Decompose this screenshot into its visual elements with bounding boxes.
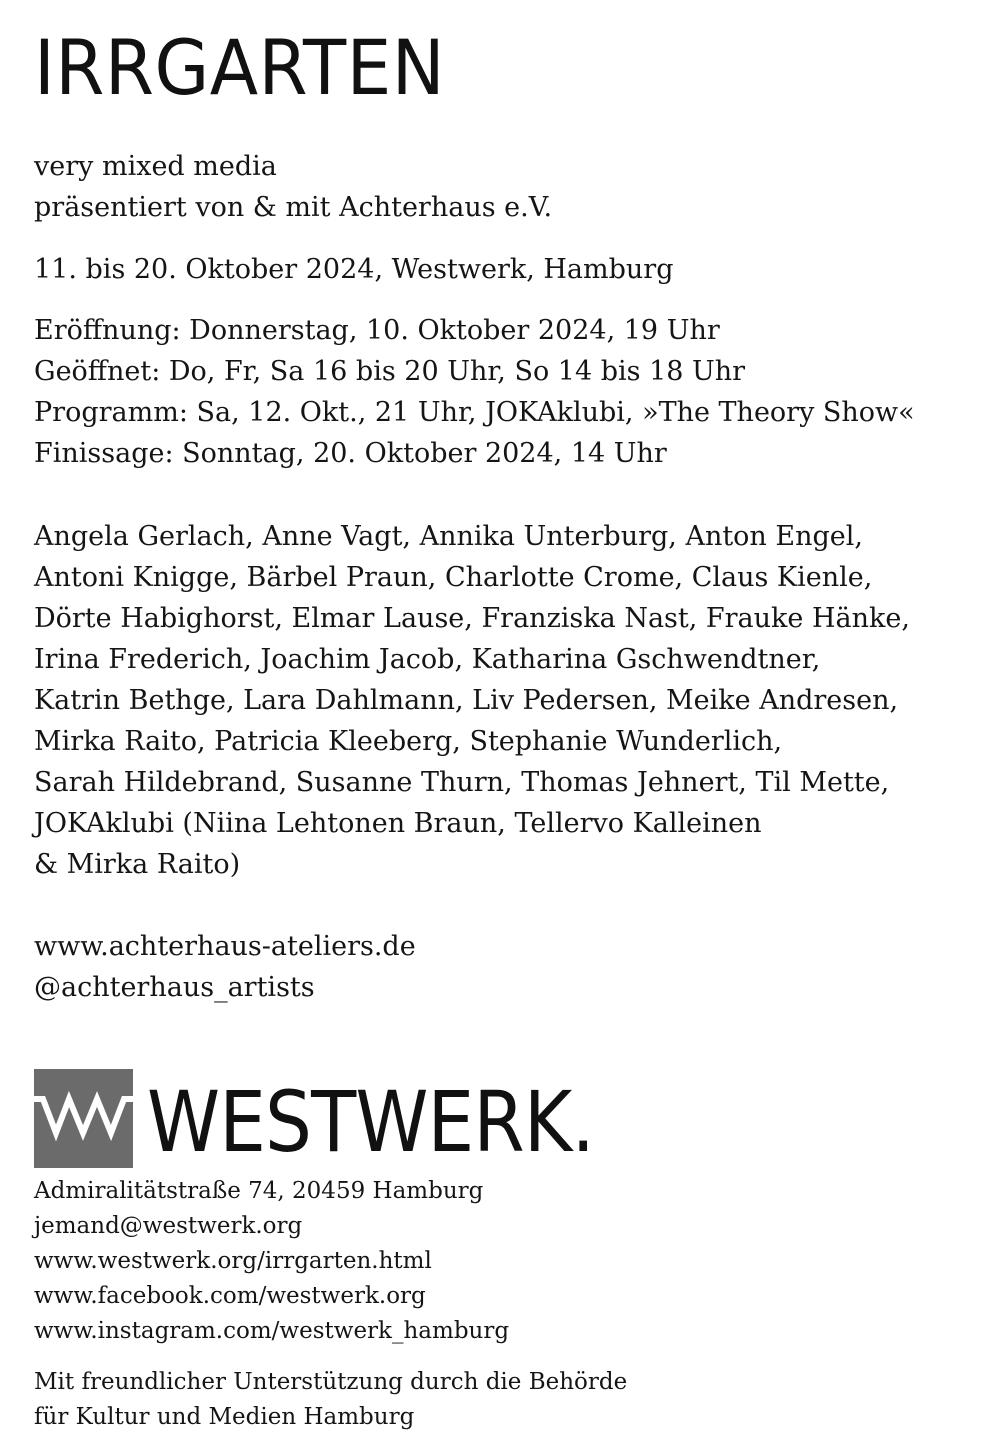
artists-line: Dörte Habighorst, Elmar Lause, Franziska Nast, Frauke Hänke, [34,603,910,634]
venue-email-link[interactable]: jemand@westwerk.org [34,1213,303,1239]
support-line: für Kultur und Medien Hamburg [34,1404,415,1430]
artists-line: Mirka Raito, Patricia Kleeberg, Stephanie Wunderlich, [34,726,783,757]
dates-block [34,249,674,290]
artists-line: & Mirka Raito) [34,849,241,880]
schedule-finissage: Finissage: Sonntag, 20. Oktober 2024, 14 Uhr [34,438,667,469]
intro-presenter: präsentiert von & mit Achterhaus e.V. [34,192,553,223]
schedule-block [34,310,915,474]
artists-line: Angela Gerlach, Anne Vagt, Annika Unterburg, Anton Engel, [34,521,863,552]
schedule-hours: Geöffnet: Do, Fr, Sa 16 bis 20 Uhr, So 14 bis 18 Uhr [34,356,746,387]
event-dates: 11. bis 20. Oktober 2024, Westwerk, Hamburg [34,254,674,285]
support-line: Mit freundlicher Unterstützung durch die Behörde [34,1369,628,1395]
artists-list [34,516,910,885]
westwerk-logo [34,1068,655,1171]
venue-address: Admiralitätstraße 74, 20459 Hamburg [34,1178,484,1204]
artists-line: Sarah Hildebrand, Susanne Thurn, Thomas Jehnert, Til Mette, [34,767,890,798]
artists-line: Antoni Knigge, Bärbel Praun, Charlotte Crome, Claus Kienle, [34,562,873,593]
schedule-program: Programm: Sa, 12. Okt., 21 Uhr, JOKAklubi, »The Theory Show« [34,397,915,428]
venue-instagram-link[interactable]: www.instagram.com/westwerk_hamburg [34,1318,510,1344]
support-note [34,1365,627,1435]
schedule-opening: Eröffnung: Donnerstag, 10. Oktober 2024, 19 Uhr [34,315,720,346]
achterhaus-instagram-handle[interactable]: @achterhaus_artists [34,972,315,1003]
venue-facebook-link[interactable]: www.facebook.com/westwerk.org [34,1283,426,1309]
westwerk-logo-icon [34,1069,133,1168]
achterhaus-website-link[interactable]: www.achterhaus-ateliers.de [34,931,416,962]
westwerk-logo-text: WESTWERK. [147,1073,595,1171]
intro-subtitle: very mixed media [34,151,277,182]
artists-line: Irina Frederich, Joachim Jacob, Katharina Gschwendtner, [34,644,821,675]
venue-website-link[interactable]: www.westwerk.org/irrgarten.html [34,1248,432,1274]
intro-block [34,146,552,228]
venue-contact-block [34,1174,509,1349]
links-block [34,926,416,1008]
artists-line: Katrin Bethge, Lara Dahlmann, Liv Pedersen, Meike Andresen, [34,685,899,716]
event-title: IRRGARTEN [34,23,446,112]
artists-line: JOKAklubi (Niina Lehtonen Braun, Tellervo Kalleinen [34,808,762,839]
